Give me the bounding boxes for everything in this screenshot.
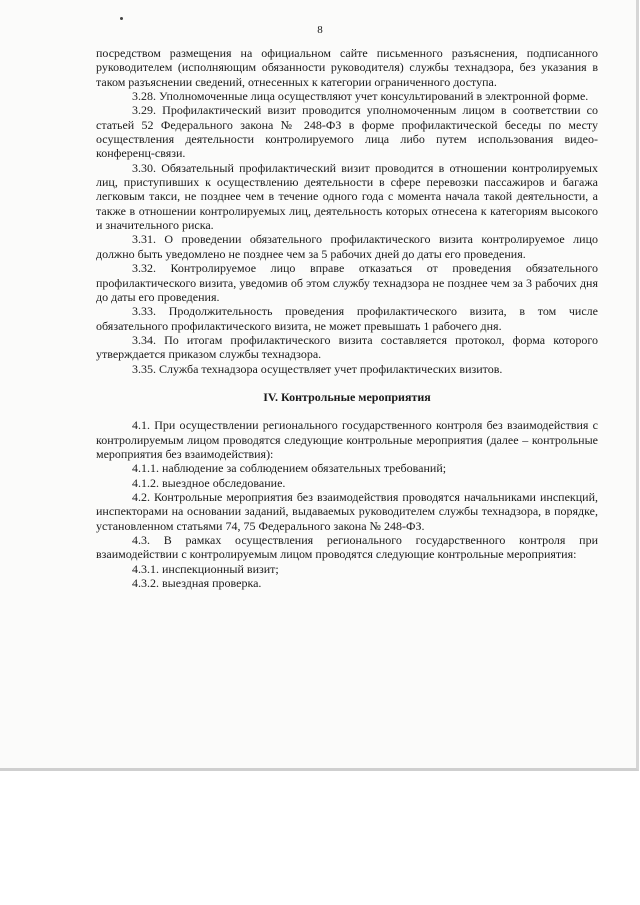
paragraph-3-32: 3.32. Контролируемое лицо вправе отказаться от проведения обязательного профилактического визита, уведомив об этом службу технадзора не позднее чем за 3 рабочих дня до даты его проведения. xyxy=(96,261,598,304)
paragraph-3-34: 3.34. По итогам профилактического визита составляется протокол, форма которого утверждается приказом службы технадзора. xyxy=(96,332,598,362)
paragraph-4-3: 4.3. В рамках осуществления регионального государственного контроля при взаимодействии с контролируемым лицом проводятся следующие контрольные мероприятия: xyxy=(96,533,598,562)
paragraph-4-1-2: 4.1.2. выездное обследование. xyxy=(132,475,286,490)
paragraph-3-31: 3.31. О проведении обязательного профилактического визита контролируемое лицо должно быть уведомлено не позднее чем за 5 рабочих дней до даты его проведения. xyxy=(96,232,598,261)
paragraph-4-1: 4.1. При осуществлении регионального государственного контроля без взаимодействия с контролируемым лицом проводятся следующие контрольные мероприятия (далее – контрольные мероприятия без взаимодействия): xyxy=(96,418,598,461)
paragraph-3-33: 3.33. Продолжительность проведения профилактического визита, в том числе обязательного профилактического визита, не может превышать 1 рабочего дня. xyxy=(96,304,598,333)
document-body xyxy=(96,46,598,590)
paragraph-continuation: посредством размещения на официальном сайте письменного разъяснения, подписанного руководителем (исполняющим обязанности руководителя) службы технадзора, без указания в таком разъяснении сведений, отнесенных к категории ограниченного доступа. xyxy=(96,46,598,89)
paragraph-3-30: 3.30. Обязательный профилактический визит проводится в отношении контролируемых лиц, приступивших к осуществлению деятельности в сфере перевозки пассажиров и багажа легковым такси, не позднее чем в течение одного года с момента начала такой деятельности, а также в отношении контролируемых лиц, деятельность которых отнесена к категориям высокого и значительного риска. xyxy=(96,160,598,233)
paragraph-4-2: 4.2. Контрольные мероприятия без взаимодействия проводятся начальниками инспекций, инспекторами на основании заданий, выдаваемых руководителем службы технадзора, в порядке, установленном статьями 74, 75 Федерального закона № 248-ФЗ. xyxy=(96,489,598,533)
paragraph-4-3-2: 4.3.2. выездная проверка. xyxy=(132,576,262,591)
section-heading: IV. Контрольные мероприятия xyxy=(263,389,431,404)
scan-speck xyxy=(120,17,123,20)
paragraph-4-3-1: 4.3.1. инспекционный визит; xyxy=(132,561,279,576)
paragraph-3-28: 3.28. Уполномоченные лица осуществляют учет консультирований в электронной форме. xyxy=(132,89,589,104)
page-number: 8 xyxy=(317,24,323,36)
paragraph-3-35: 3.35. Служба технадзора осуществляет учет профилактических визитов. xyxy=(132,361,503,376)
paragraph-4-1-1: 4.1.1. наблюдение за соблюдением обязательных требований; xyxy=(132,461,447,476)
paragraph-3-29: 3.29. Профилактический визит проводится уполномоченным лицом в соответствии со статьей 52 Федерального закона № 248-ФЗ в форме профилактической беседы по месту осуществления деятельности контролируемого лица либо путем использования видео-конференц-связи. xyxy=(96,103,598,161)
